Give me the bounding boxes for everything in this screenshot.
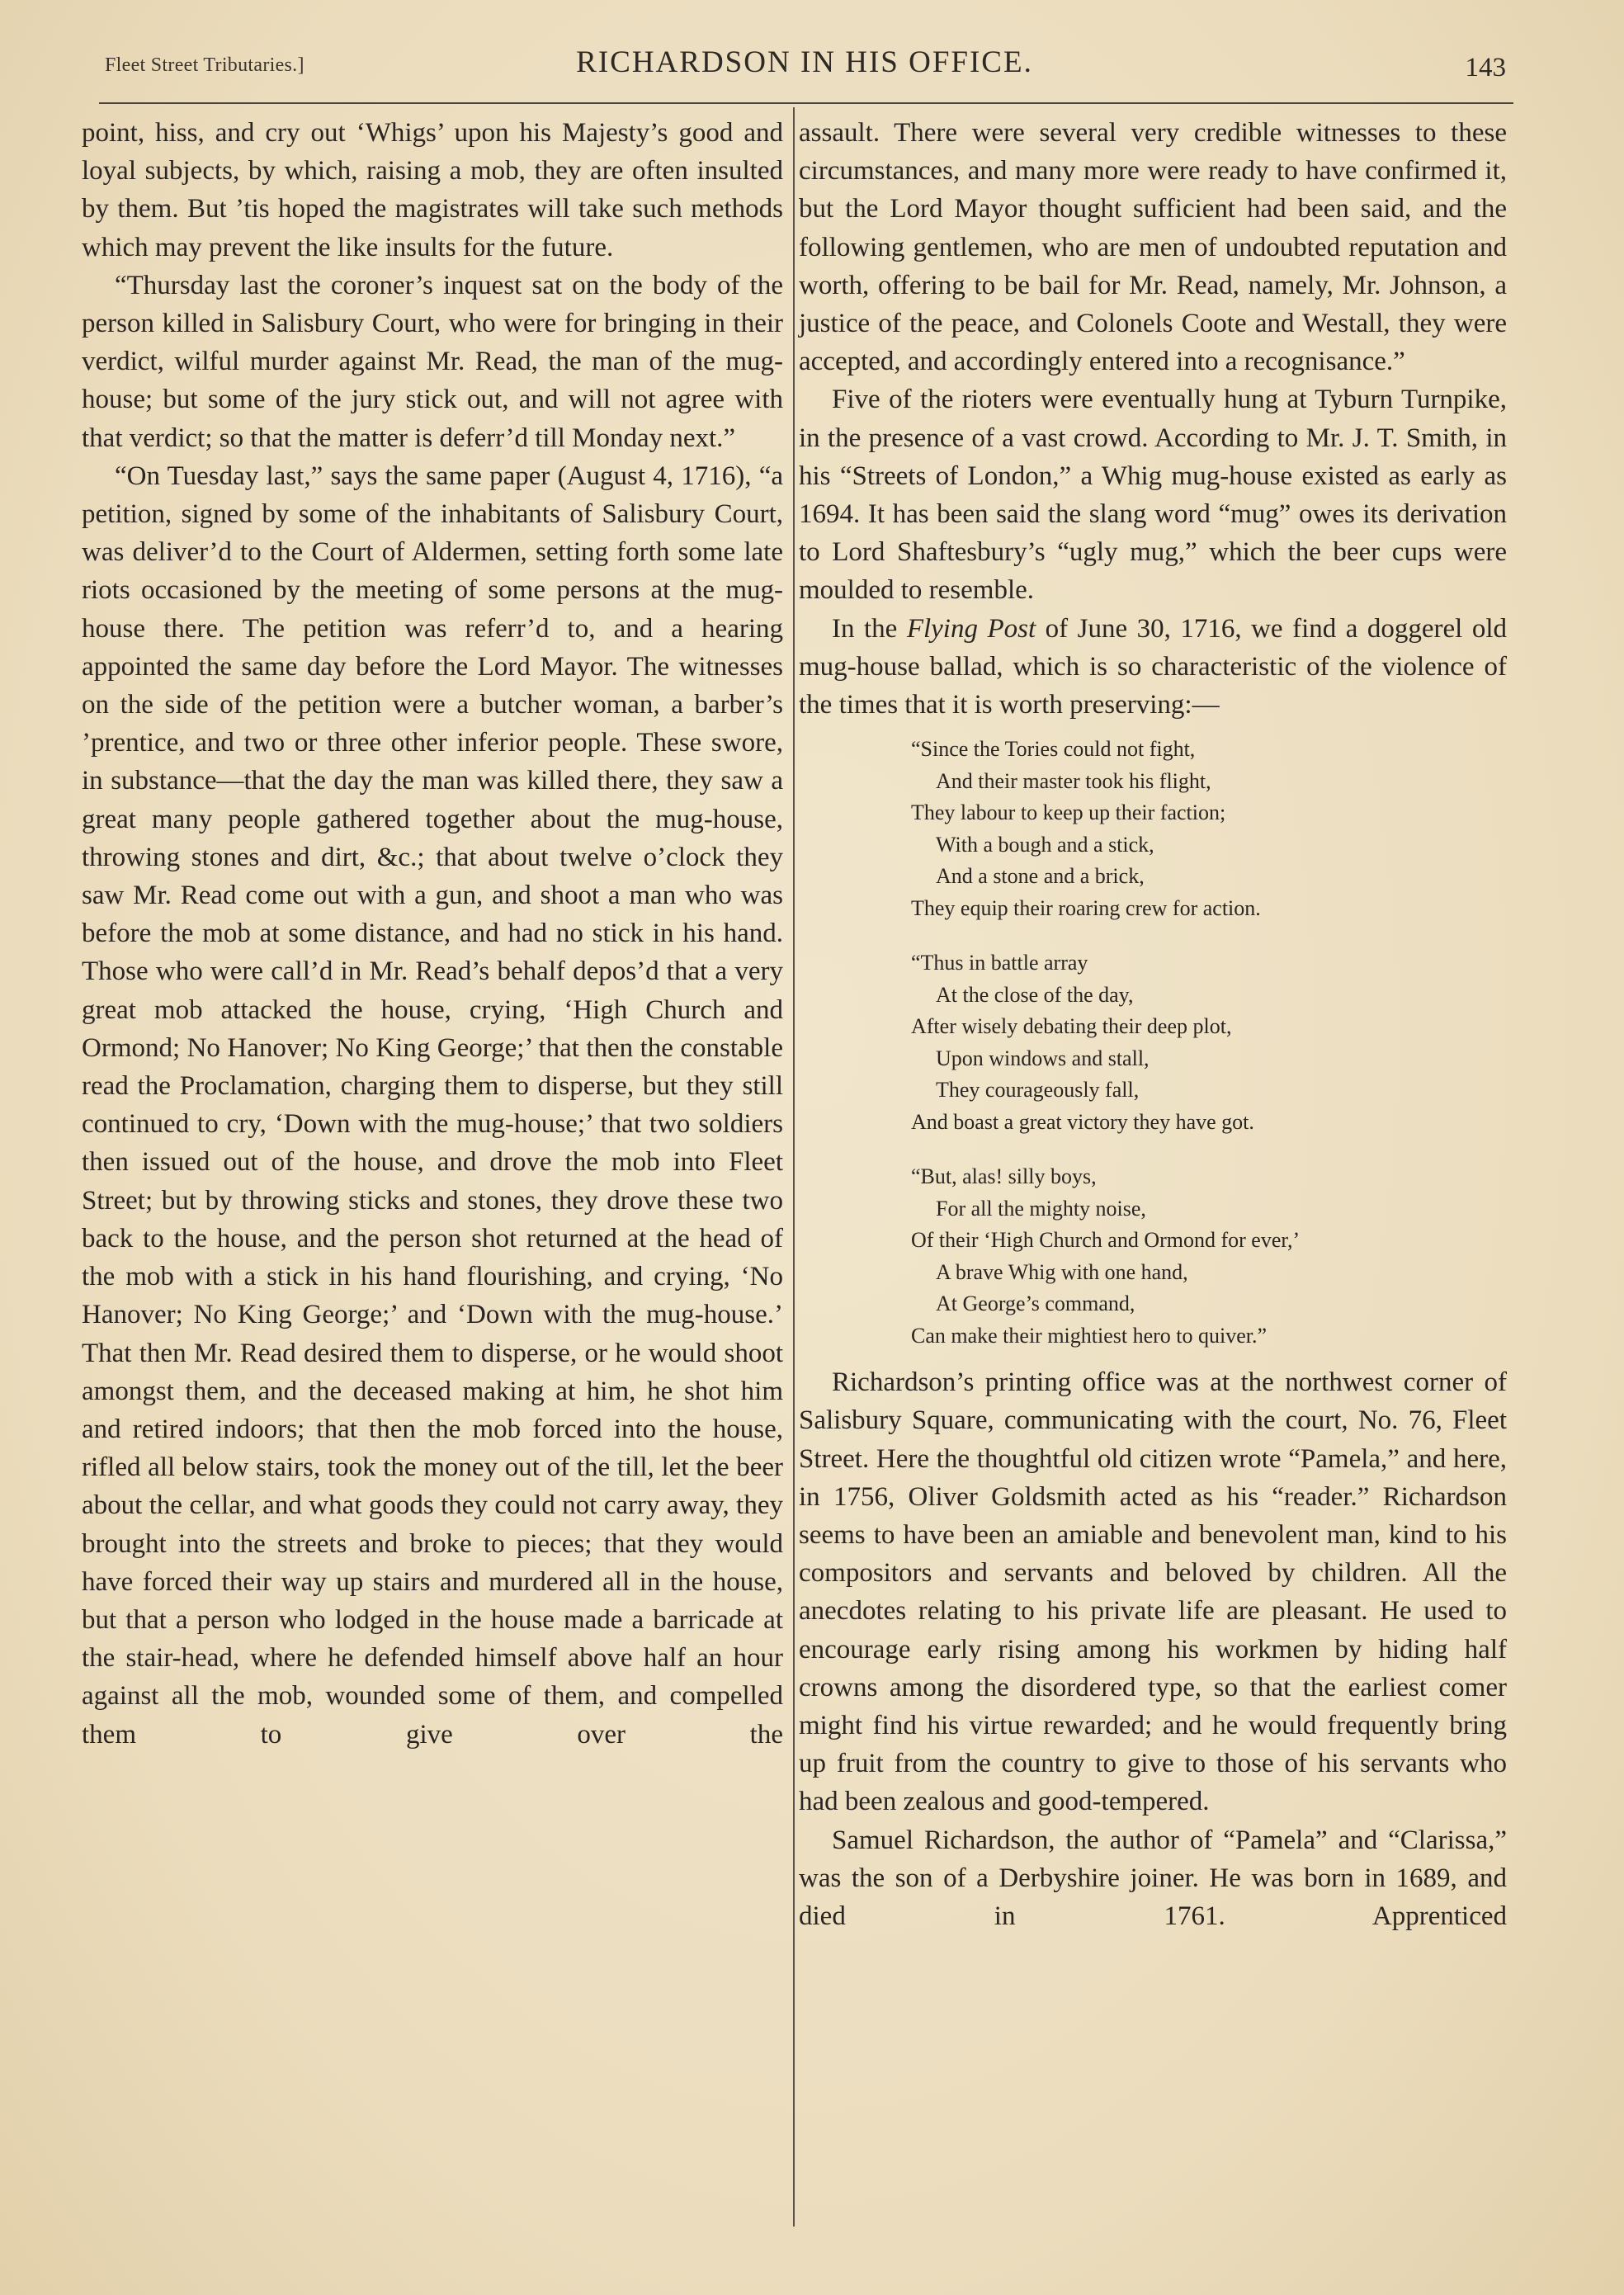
- page-number: 143: [1465, 53, 1506, 83]
- running-header: [99, 41, 1510, 99]
- column-divider: [793, 107, 795, 2227]
- poem-line: They courageously fall,: [936, 1078, 1140, 1103]
- right-column: [799, 114, 1507, 1935]
- paragraph: “Thursday last the coroner’s inquest sat on the body of the person killed in Salisbury Court, who were for bringing in their verdict, wilful murder against Mr. Read, the man of the mug-house; but some of the jury stick out, and will not agree with that verdict; so that the matter is deferr’d till Monday next.”: [82, 270, 783, 453]
- poem-line: They labour to keep up their faction;: [911, 800, 1226, 825]
- poem-line: And their master took his flight,: [936, 768, 1211, 793]
- intro-text: of June 30, 1716, we find a doggerel old mug-house ballad, which is so characteristic of the violence of the times that it is worth preserving:—: [799, 613, 1507, 720]
- newspaper-title: Flying Post: [906, 613, 1036, 644]
- stanza: [911, 734, 1507, 924]
- poem-line: “Thus in battle array: [911, 951, 1088, 975]
- poem-line: At George’s command,: [936, 1292, 1135, 1316]
- poem-intro-paragraph: [799, 610, 1507, 725]
- poem-line: At the close of the day,: [936, 982, 1134, 1007]
- paragraph: Richardson’s printing office was at the northwest corner of Salisbury Square, communicating with the court, No. 76, Fleet Street. Here the thoughtful old citizen wrote “Pamela,” and here, in 1756, Oliver Goldsmith acted as his “reader.” Richardson seems to have been an amiable and benevolent man, kind to his compositors and servants and beloved by children. All the anecdotes relating to his private life are pleasant. He used to encourage early rising among his workmen by hiding half crowns among the disordered type, so that the earliest comer might find his virtue rewarded; and he would frequently bring up fruit from the country to give to those of his servants who had been zealous and good-tempered.: [799, 1367, 1507, 1817]
- intro-text: In the: [832, 613, 907, 644]
- paragraph: point, hiss, and cry out ‘Whigs’ upon his Majesty’s good and loyal subjects, by which, raising a mob, they are often insulted by them. But ’tis hoped the magistrates will take such methods which may prevent the like insults for the future.: [82, 118, 783, 262]
- paragraph: Samuel Richardson, the author of “Pamela” and “Clarissa,” was the son of a Derbyshire joiner. He was born in 1689, and died in 1761. Apprenticed: [799, 1825, 1507, 1932]
- stanza: [911, 1161, 1507, 1352]
- poem-line: “But, alas! silly boys,: [911, 1164, 1097, 1189]
- poem-line: Can make their mightiest hero to quiver.”: [911, 1323, 1268, 1348]
- poem-line: Of their ‘High Church and Ormond for ever,’: [911, 1228, 1301, 1253]
- paragraph: assault. There were several very credible witnesses to these circumstances, and many more were ready to have confirmed it, but the Lord Mayor thought sufficient had been said, and the following gentlemen, who are men of undoubted reputation and worth, offering to be bail for Mr. Read, namely, Mr. Johnson, a justice of the peace, and Colonels Coote and Westall, they were accepted, and accordingly entered into a recognisance.”: [799, 118, 1507, 377]
- paragraph: “On Tuesday last,” says the same paper (August 4, 1716), “a petition, signed by some of the inhabitants of Salisbury Court, was deliver’d to the Court of Aldermen, setting forth some late riots occasioned by the meeting of some persons at the mug-house there. The petition was referr’d to, and a hearing appointed the same day before the Lord Mayor. The witnesses on the side of the petition were a butcher woman, a barber’s ’prentice, and two or three other inferior people. These swore, in substance—that the day the man was killed there, they saw a great many people gathered together about the mug-house, throwing stones and dirt, &c.; that about twelve o’clock they saw Mr. Read come out with a gun, and shoot a man who was before the mob at some distance, and had no stick in his hand. Those who were call’d in Mr. Read’s behalf depos’d that a very great mob attacked the house, crying, ‘High Church and Ormond; No Hanover; No King George;’ that then the constable read the Proclamation, charging them to disperse, but they still continued to cry, ‘Down with the mug-house;’ that two soldiers then issued out of the house, and drove the mob into Fleet Street; but by throwing sticks and stones, they drove these two back to the house, and the person shot returned at the head of the mob with a stick in his hand flourishing, and crying, ‘No Hanover; No King George;’ and ‘Down with the mug-house.’ That then Mr. Read desired them to disperse, or he would shoot amongst them, and the deceased making at him, he shot him and retired indoors; that then the mob forced into the house, rifled all below stairs, took the money out of the till, let the beer about the cellar, and what goods they could not carry away, they brought into the streets and broke to pieces; that they would have forced their way up stairs and murdered all in the house, but that a person who lodged in the house made a barricade at the stair-head, where he defended himself above half an hour against all the mob, wounded some of them, and compelled them to give over the: [82, 460, 783, 1750]
- poem-line: Upon windows and stall,: [936, 1046, 1150, 1070]
- poem-line: For all the mighty noise,: [936, 1196, 1146, 1221]
- paragraph: Five of the rioters were eventually hung at Tyburn Turnpike, in the presence of a vast crowd. According to Mr. J. T. Smith, in his “Streets of London,” a Whig mug-house existed as early as 1694. It has been said the slang word “mug” owes its derivation to Lord Shaftesbury’s “ugly mug,” which the beer cups were moulded to resemble.: [799, 385, 1507, 606]
- poem-line: After wisely debating their deep plot,: [911, 1014, 1232, 1039]
- section-label: Fleet Street Tributaries.]: [105, 54, 304, 76]
- ballad: [799, 734, 1507, 1352]
- stanza: [911, 947, 1507, 1138]
- poem-line: And boast a great victory they have got.: [911, 1109, 1254, 1134]
- poem-line: A brave Whig with one hand,: [936, 1259, 1188, 1284]
- header-rule: [99, 102, 1513, 104]
- poem-line: “Since the Tories could not fight,: [911, 737, 1196, 762]
- left-column: [82, 114, 783, 1754]
- poem-line: They equip their roaring crew for action.: [911, 895, 1261, 920]
- page-title: RICHARDSON IN HIS OFFICE.: [576, 45, 1033, 79]
- poem-line: With a bough and a stick,: [936, 832, 1154, 857]
- poem-line: And a stone and a brick,: [936, 864, 1145, 889]
